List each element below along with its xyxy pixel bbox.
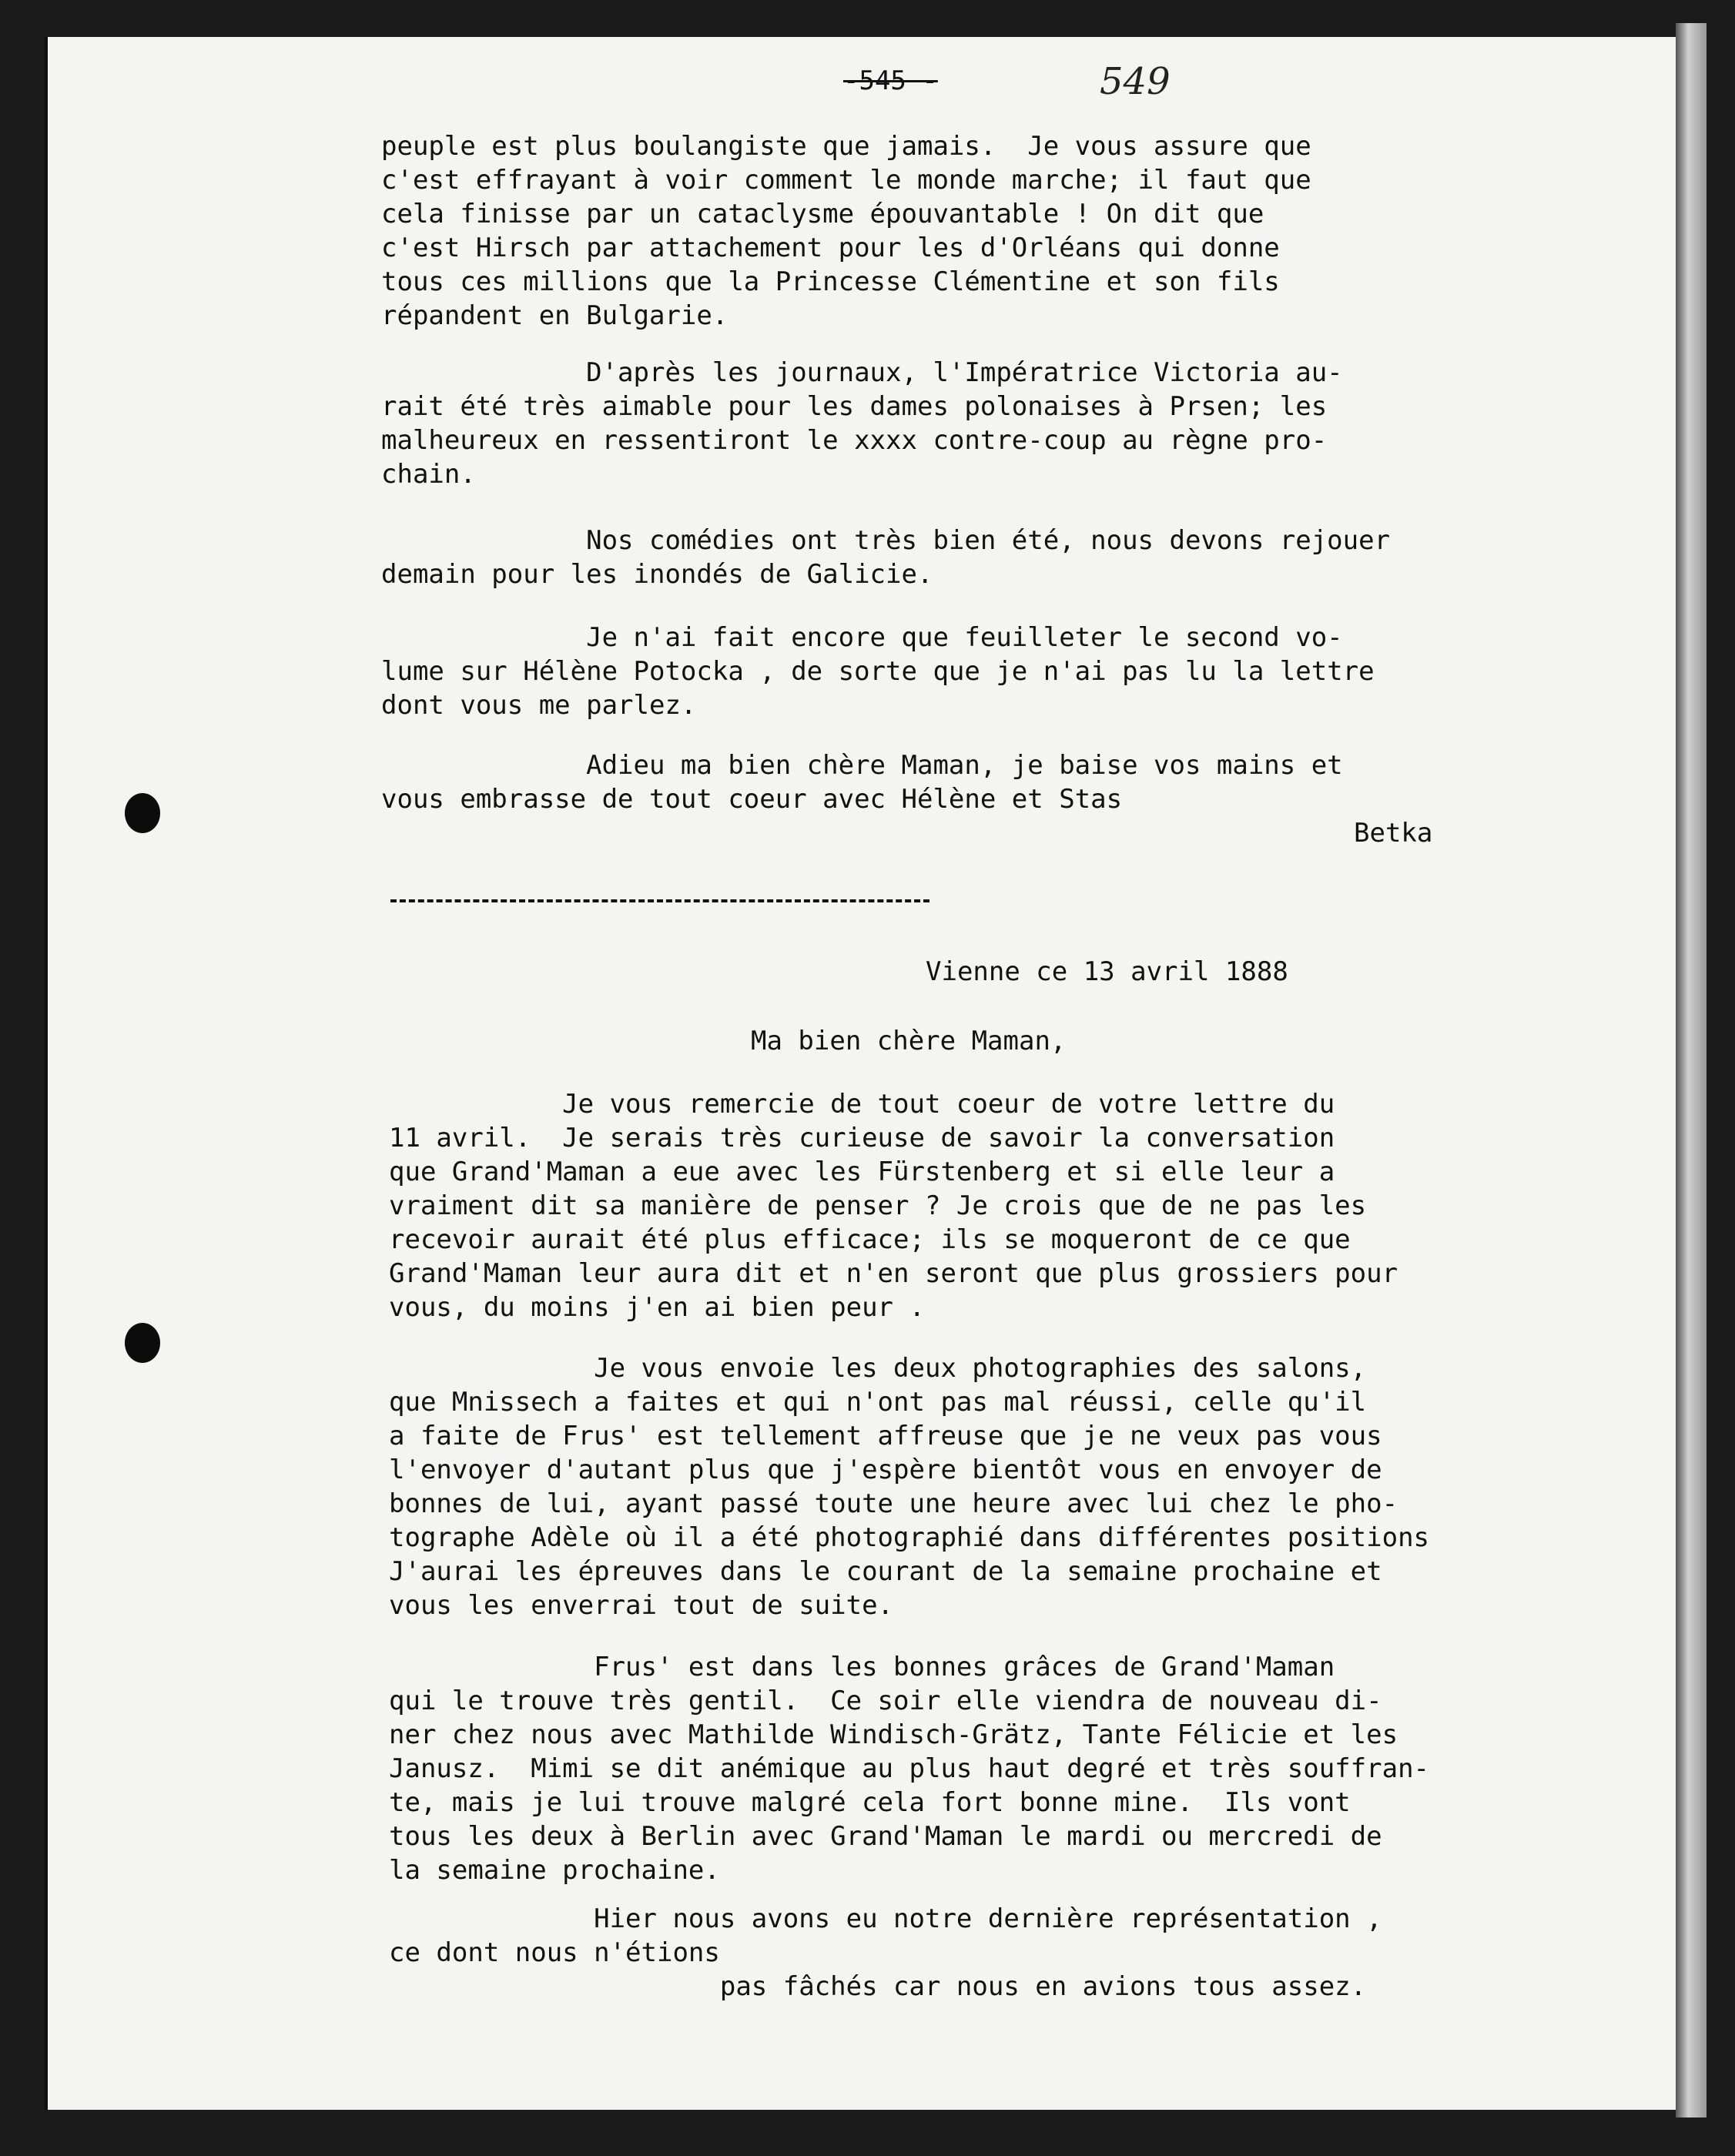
paragraph-9: Hier nous avons eu notre dernière représentation , ce dont nous n'étions pas fâchés car nous en avions tous assez. <box>389 1903 1382 2002</box>
handwritten-page-number: 549 <box>1100 60 1171 103</box>
paragraph-7: Je vous envoie les deux photographies des salons, que Mnissech a faites et qui n'ont pas mal réussi, celle qu'il a faite de Frus' est tellement affreuse que je ne veux pas vous l'envoyer d'autant plus que j'espère bientôt vous en envoyer de bonnes de lui, ayant passé toute une heure avec lui chez le pho- tographe Adèle où il a été photographié dans différentes positions J'aurai les épreuves dans le courant de la semaine prochaine et vous les enverrai tout de suite. <box>389 1353 1430 1621</box>
paragraph-2: D'après les journaux, l'Impératrice Victoria au- rait été très aimable pour les dames polonaises à Prsen; les malheureux en ressentiront le xxxx contre-coup au règne pro- chain. <box>381 357 1343 490</box>
salutation: Ma bien chère Maman, <box>751 1026 1067 1056</box>
date-line: Vienne ce 13 avril 1888 <box>926 956 1288 987</box>
section-divider <box>390 899 929 902</box>
paragraph-8: Frus' est dans les bonnes grâces de Grand'Maman qui le trouve très gentil. Ce soir elle viendra de nouveau di- ner chez nous avec Mathilde Windisch-Grätz, Tante Félicie et les Janusz. Mimi se dit anémique au plus haut degré et très souffran- te, mais je lui trouve malgré cela fort bonne mine. Ils vont tous les deux à Berlin avec Grand'Maman le mardi ou mercredi de la semaine prochaine. <box>389 1652 1430 1886</box>
paragraph-3: Nos comédies ont très bien été, nous devons rejouer demain pour les inondés de Galicie. <box>381 525 1391 590</box>
paragraph-5: Adieu ma bien chère Maman, je baise vos mains et vous embrasse de tout coeur avec Hélène et Stas <box>381 750 1343 815</box>
page-edge <box>1676 23 1707 2118</box>
typed-page-number: -545 - <box>843 65 938 96</box>
paragraph-1: peuple est plus boulangiste que jamais. Je vous assure que c'est effrayant à voir comment le monde marche; il faut que cela finisse par un cataclysme épouvantable ! On dit que c'est Hirsch par attachement pour les d'Orléans qui donne tous ces millions que la Princesse Clémentine et son fils répandent en Bulgarie. <box>381 131 1311 331</box>
paragraph-6: Je vous remercie de tout coeur de votre lettre du 11 avril. Je serais très curieuse de savoir la conversation que Grand'Maman a eue avec les Fürstenberg et si elle leur a vraiment dit sa manière de penser ? Je crois que de ne pas les recevoir aurait été plus efficace; ils se moqueront de ce que Grand'Maman leur aura dit et n'en seront que plus grossiers pour vous, du moins j'en ai bien peur . <box>389 1089 1398 1323</box>
punch-hole-icon <box>125 793 160 833</box>
signature: Betka <box>1354 818 1433 849</box>
punch-hole-icon <box>125 1323 160 1363</box>
paragraph-4: Je n'ai fait encore que feuilleter le second vo- lume sur Hélène Potocka , de sorte que je n'ai pas lu la lettre dont vous me parlez. <box>381 622 1375 721</box>
